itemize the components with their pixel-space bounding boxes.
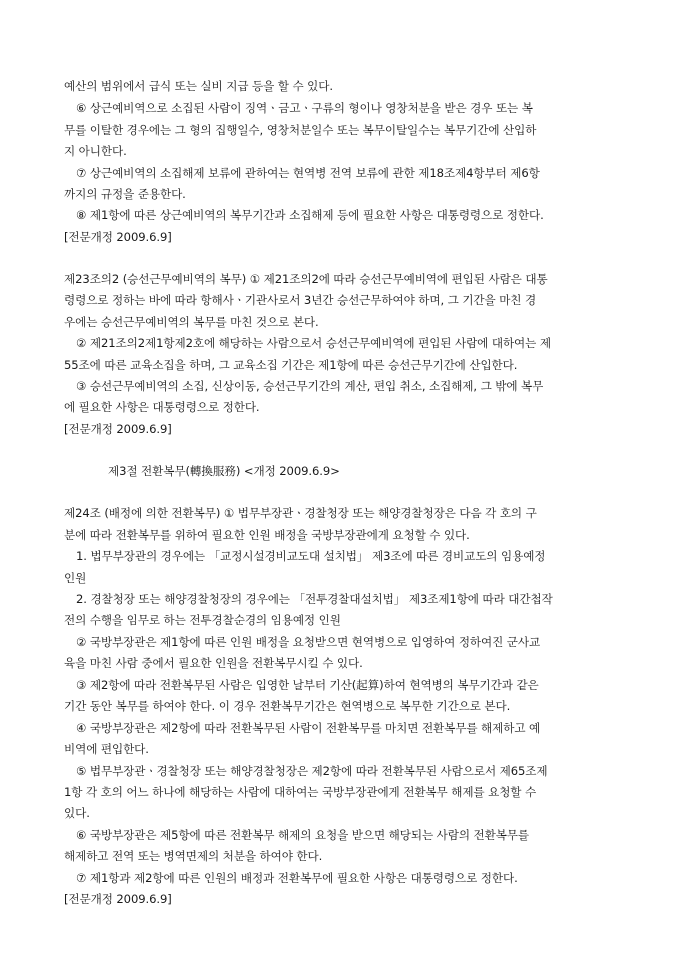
article-23-2-line-1: 제23조의2 (승선근무예비역의 복무) ① 제21조의2에 따라 승선근무예비역에 편입된 사람은 대통 <box>64 272 548 286</box>
article-24-para-2-line-1: ② 국방부장관은 제1항에 따른 인원 배정을 요청받으면 현역병으로 입영하여 정하여진 군사교 <box>76 635 541 649</box>
article-24-item-2-line-2: 전의 수행을 임무로 하는 전투경찰순경의 임용예정 인원 <box>64 613 341 627</box>
article-24-line-2: 분에 따라 전환복무를 위하여 필요한 인원 배정을 국방부장관에게 요청할 수 있다. <box>64 528 470 542</box>
article-24-para-5-line-1: ⑤ 법무부장관ㆍ경찰청장 또는 해양경찰청장은 제2항에 따라 전환복무된 사람으로서 제65조제 <box>76 764 548 778</box>
article-24-para-4-line-2: 비역에 편입한다. <box>64 742 149 756</box>
article-24-para-5-line-2: 1항 각 호의 어느 하나에 해당하는 사람에 대하여는 국방부장관에게 전환복무 해제를 요청할 수 <box>64 785 537 799</box>
article-24-para-2-line-2: 육을 마친 사람 중에서 필요한 인원을 전환복무시킬 수 있다. <box>64 656 363 670</box>
revision-note: [전문개정 2009.6.9] <box>64 892 172 906</box>
paragraph-6-line-3: 지 아니한다. <box>64 144 127 158</box>
article-23-2-para-2-line-2: 55조에 따른 교육소집을 하며, 그 교육소집 기간은 제1항에 따른 승선근무기간에 산입한다. <box>64 358 518 372</box>
article-23-2-para-3-line-1: ③ 승선근무예비역의 소집, 신상이동, 승선근무기간의 계산, 편입 취소, 소집해제, 그 밖에 복무 <box>76 379 544 393</box>
article-24-para-6-line-2: 해제하고 전역 또는 병역면제의 처분을 하여야 한다. <box>64 849 323 863</box>
article-23-2-para-2-line-1: ② 제21조의2제1항제2호에 해당하는 사람으로서 승선근무예비역에 편입된 사람에 대하여는 제 <box>76 336 551 350</box>
revision-note: [전문개정 2009.6.9] <box>64 422 172 436</box>
revision-note: [전문개정 2009.6.9] <box>64 230 172 244</box>
paragraph-6-line-2: 무를 이탈한 경우에는 그 형의 집행일수, 영창처분일수 또는 복무이탈일수는 복무기간에 산입하 <box>64 123 537 137</box>
article-23-2-line-3: 우에는 승선근무예비역의 복무를 마친 것으로 본다. <box>64 315 319 329</box>
article-24-para-7-line-1: ⑦ 제1항과 제2항에 따른 인원의 배정과 전환복무에 필요한 사항은 대통령령으로 정한다. <box>76 871 518 885</box>
paragraph-7-line-1: ⑦ 상근예비역의 소집해제 보류에 관하여는 현역병 전역 보류에 관한 제18조제4항부터 제6항 <box>76 166 540 180</box>
article-24-item-1-line-1: 1. 법무부장관의 경우에는 「교정시설경비교도대 설치법」 제3조에 따른 경비교도의 임용예정 <box>76 549 546 563</box>
article-24-item-1-line-2: 인원 <box>64 571 87 585</box>
section-heading: 제3절 전환복무(轉換服務) <개정 2009.6.9> <box>108 464 340 478</box>
paragraph-6-line-1: ⑥ 상근예비역으로 소집된 사람이 징역ㆍ금고ㆍ구류의 형이나 영창처분을 받은 경우 또는 복 <box>76 101 533 115</box>
article-23-2-line-2: 령령으로 정하는 바에 따라 항해사ㆍ기관사로서 3년간 승선근무하여야 하며, 그 기간을 마친 경 <box>64 293 537 307</box>
article-24-para-5-line-3: 있다. <box>64 806 90 820</box>
text-line: 예산의 범위에서 급식 또는 실비 지급 등을 할 수 있다. <box>64 79 333 93</box>
article-24-line-1: 제24조 (배정에 의한 전환복무) ① 법무부장관ㆍ경찰청장 또는 해양경찰청장은 다음 각 호의 구 <box>64 506 537 520</box>
paragraph-7-line-2: 까지의 규정을 준용한다. <box>64 187 186 201</box>
article-24-item-2-line-1: 2. 경찰청장 또는 해양경찰청장의 경우에는 「전투경찰대설치법」 제3조제1항에 따라 대간첩작 <box>76 592 553 606</box>
article-23-2-para-3-line-2: 에 필요한 사항은 대통령령으로 정한다. <box>64 400 260 414</box>
article-24-para-4-line-1: ④ 국방부장관은 제2항에 따라 전환복무된 사람이 전환복무를 마치면 전환복무를 해제하고 예 <box>76 721 541 735</box>
article-24-para-3-line-2: 기간 동안 복무를 하여야 한다. 이 경우 전환복무기간은 현역병으로 복무한 기간으로 본다. <box>64 699 511 713</box>
paragraph-8-line-1: ⑧ 제1항에 따른 상근예비역의 복무기간과 소집해제 등에 필요한 사항은 대통령령으로 정한다. <box>76 208 544 222</box>
article-24-para-6-line-1: ⑥ 국방부장관은 제5항에 따른 전환복무 해제의 요청을 받으면 해당되는 사람의 전환복무를 <box>76 828 530 842</box>
article-24-para-3-line-1: ③ 제2항에 따라 전환복무된 사람은 입영한 날부터 기산(起算)하여 현역병의 복무기간과 같은 <box>76 678 539 692</box>
